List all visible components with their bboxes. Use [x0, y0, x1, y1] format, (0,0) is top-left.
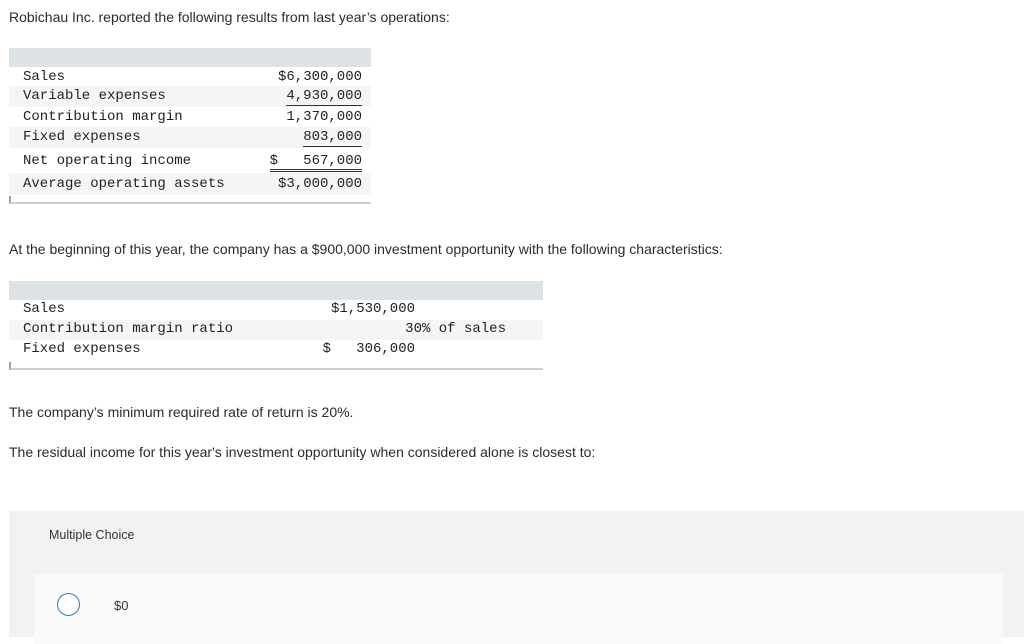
table-row: [9, 320, 543, 340]
question-text: The residual income for this year's investment opportunity when considered alone is closest to:: [9, 444, 596, 460]
row-value: 803,000: [303, 129, 362, 145]
table-header: [9, 281, 543, 300]
table-row: [9, 86, 371, 107]
row-label: Fixed expenses: [23, 341, 141, 357]
row-label: Sales: [23, 69, 66, 85]
row-label: Average operating assets: [23, 175, 225, 192]
choice-option-label: $0: [114, 598, 129, 613]
row-label: Net operating income: [23, 152, 192, 169]
row-value: $1,530,000: [330, 301, 415, 317]
row-value: 4,930,000: [286, 88, 362, 104]
row-label: Fixed expenses: [23, 129, 141, 145]
table-row: [9, 340, 543, 360]
investment-characteristics-table: [9, 281, 543, 370]
row-value: $3,000,000: [277, 175, 362, 192]
row-value: $ 567,000: [270, 153, 362, 172]
table-row: [9, 300, 543, 320]
intro-text: Robichau Inc. reported the following results from last year’s operations:: [9, 9, 450, 25]
choice-option[interactable]: [34, 574, 1003, 644]
multiple-choice-title: Multiple Choice: [49, 528, 135, 542]
table-row: [9, 173, 371, 195]
row-value: $6,300,000: [277, 69, 362, 85]
required-return-text: The company’s minimum required rate of return is 20%.: [9, 404, 354, 420]
table-row: [9, 67, 371, 86]
row-label: Contribution margin ratio: [23, 321, 234, 337]
row-label: Variable expenses: [23, 88, 166, 104]
table-header: [9, 48, 371, 67]
row-value-secondary: 30% of sales: [405, 321, 506, 337]
investment-opportunity-text: At the beginning of this year, the company has a $900,000 investment opportunity with the following characteristics:: [9, 241, 723, 257]
last-year-results-table: [9, 48, 371, 204]
row-value: 1,370,000: [286, 108, 362, 125]
table-footer: [9, 196, 371, 204]
row-value: $ 306,000: [322, 341, 415, 357]
row-label: Sales: [23, 301, 66, 317]
table-row: [9, 107, 371, 128]
row-label: Contribution margin: [23, 108, 183, 125]
table-row: [9, 148, 371, 173]
multiple-choice-panel: [9, 511, 1024, 637]
radio-button[interactable]: [57, 593, 80, 616]
table-footer: [9, 362, 543, 370]
table-row: [9, 127, 371, 148]
